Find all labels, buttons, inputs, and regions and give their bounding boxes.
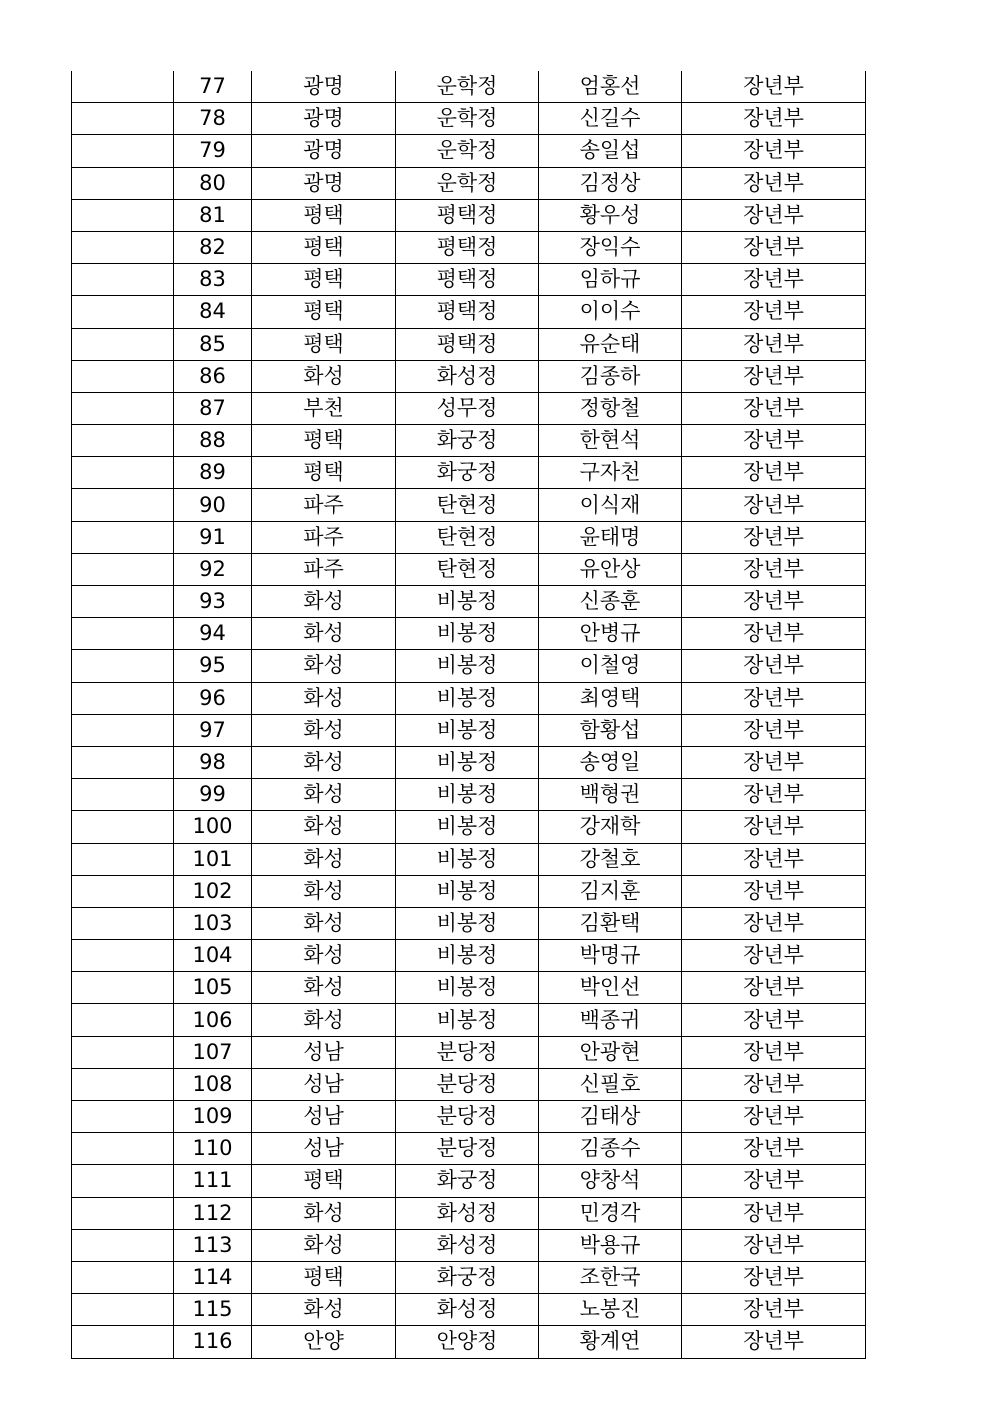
person-name-cell: 이식재 xyxy=(539,489,682,521)
region-cell: 화성 xyxy=(252,875,396,907)
blank-cell xyxy=(72,328,174,360)
person-name-cell: 백종귀 xyxy=(539,1004,682,1036)
blank-cell xyxy=(72,714,174,746)
region-cell: 화성 xyxy=(252,1004,396,1036)
team-cell: 탄현정 xyxy=(396,521,539,553)
row-number-cell: 108 xyxy=(174,1068,252,1100)
region-cell: 부천 xyxy=(252,392,396,424)
blank-cell xyxy=(72,1294,174,1326)
person-name-cell: 조한국 xyxy=(539,1261,682,1293)
region-cell: 화성 xyxy=(252,779,396,811)
region-cell: 평택 xyxy=(252,457,396,489)
division-cell: 장년부 xyxy=(682,1004,866,1036)
row-number-cell: 83 xyxy=(174,264,252,296)
region-cell: 성남 xyxy=(252,1036,396,1068)
region-cell: 평택 xyxy=(252,199,396,231)
blank-cell xyxy=(72,103,174,135)
row-number-cell: 89 xyxy=(174,457,252,489)
team-cell: 비봉정 xyxy=(396,907,539,939)
table-row xyxy=(72,1294,866,1326)
person-name-cell: 김태상 xyxy=(539,1101,682,1133)
table-row xyxy=(72,779,866,811)
row-number-cell: 98 xyxy=(174,746,252,778)
row-number-cell: 77 xyxy=(174,71,252,103)
table-row xyxy=(72,264,866,296)
row-number-cell: 85 xyxy=(174,328,252,360)
table-row xyxy=(72,618,866,650)
blank-cell xyxy=(72,746,174,778)
team-cell: 비봉정 xyxy=(396,940,539,972)
region-cell: 화성 xyxy=(252,586,396,618)
division-cell: 장년부 xyxy=(682,811,866,843)
region-cell: 광명 xyxy=(252,103,396,135)
team-cell: 화궁정 xyxy=(396,425,539,457)
person-name-cell: 송영일 xyxy=(539,746,682,778)
table-row xyxy=(72,650,866,682)
table-row xyxy=(72,1197,866,1229)
blank-cell xyxy=(72,392,174,424)
row-number-cell: 84 xyxy=(174,296,252,328)
team-cell: 평택정 xyxy=(396,264,539,296)
division-cell: 장년부 xyxy=(682,746,866,778)
team-cell: 비봉정 xyxy=(396,779,539,811)
region-cell: 성남 xyxy=(252,1133,396,1165)
blank-cell xyxy=(72,811,174,843)
region-cell: 파주 xyxy=(252,553,396,585)
person-name-cell: 유순태 xyxy=(539,328,682,360)
division-cell: 장년부 xyxy=(682,231,866,263)
blank-cell xyxy=(72,199,174,231)
table-row xyxy=(72,392,866,424)
team-cell: 비봉정 xyxy=(396,714,539,746)
division-cell: 장년부 xyxy=(682,714,866,746)
region-cell: 평택 xyxy=(252,264,396,296)
table-row xyxy=(72,714,866,746)
team-cell: 평택정 xyxy=(396,199,539,231)
blank-cell xyxy=(72,1101,174,1133)
table-row xyxy=(72,360,866,392)
table-row xyxy=(72,682,866,714)
region-cell: 화성 xyxy=(252,811,396,843)
division-cell: 장년부 xyxy=(682,328,866,360)
roster-table xyxy=(71,71,866,1359)
division-cell: 장년부 xyxy=(682,682,866,714)
division-cell: 장년부 xyxy=(682,553,866,585)
row-number-cell: 109 xyxy=(174,1101,252,1133)
team-cell: 비봉정 xyxy=(396,843,539,875)
table-row xyxy=(72,231,866,263)
region-cell: 평택 xyxy=(252,328,396,360)
region-cell: 화성 xyxy=(252,843,396,875)
division-cell: 장년부 xyxy=(682,1165,866,1197)
blank-cell xyxy=(72,940,174,972)
team-cell: 화궁정 xyxy=(396,1261,539,1293)
team-cell: 분당정 xyxy=(396,1036,539,1068)
person-name-cell: 정항철 xyxy=(539,392,682,424)
person-name-cell: 양창석 xyxy=(539,1165,682,1197)
row-number-cell: 115 xyxy=(174,1294,252,1326)
table-row xyxy=(72,1101,866,1133)
blank-cell xyxy=(72,682,174,714)
team-cell: 비봉정 xyxy=(396,811,539,843)
row-number-cell: 101 xyxy=(174,843,252,875)
table-row xyxy=(72,71,866,103)
region-cell: 화성 xyxy=(252,650,396,682)
region-cell: 화성 xyxy=(252,360,396,392)
table-row xyxy=(72,328,866,360)
blank-cell xyxy=(72,618,174,650)
person-name-cell: 강재학 xyxy=(539,811,682,843)
team-cell: 성무정 xyxy=(396,392,539,424)
table-row xyxy=(72,1229,866,1261)
row-number-cell: 93 xyxy=(174,586,252,618)
row-number-cell: 112 xyxy=(174,1197,252,1229)
division-cell: 장년부 xyxy=(682,1197,866,1229)
blank-cell xyxy=(72,650,174,682)
division-cell: 장년부 xyxy=(682,940,866,972)
row-number-cell: 100 xyxy=(174,811,252,843)
row-number-cell: 91 xyxy=(174,521,252,553)
team-cell: 운학정 xyxy=(396,135,539,167)
blank-cell xyxy=(72,586,174,618)
team-cell: 화성정 xyxy=(396,1229,539,1261)
region-cell: 평택 xyxy=(252,296,396,328)
person-name-cell: 박명규 xyxy=(539,940,682,972)
row-number-cell: 81 xyxy=(174,199,252,231)
blank-cell xyxy=(72,972,174,1004)
person-name-cell: 안병규 xyxy=(539,618,682,650)
row-number-cell: 103 xyxy=(174,907,252,939)
team-cell: 평택정 xyxy=(396,296,539,328)
table-row xyxy=(72,167,866,199)
team-cell: 비봉정 xyxy=(396,682,539,714)
table-row xyxy=(72,1261,866,1293)
division-cell: 장년부 xyxy=(682,296,866,328)
region-cell: 화성 xyxy=(252,714,396,746)
row-number-cell: 113 xyxy=(174,1229,252,1261)
person-name-cell: 신길수 xyxy=(539,103,682,135)
person-name-cell: 유안상 xyxy=(539,553,682,585)
blank-cell xyxy=(72,553,174,585)
person-name-cell: 신종훈 xyxy=(539,586,682,618)
row-number-cell: 78 xyxy=(174,103,252,135)
region-cell: 화성 xyxy=(252,618,396,650)
division-cell: 장년부 xyxy=(682,199,866,231)
person-name-cell: 최영택 xyxy=(539,682,682,714)
row-number-cell: 92 xyxy=(174,553,252,585)
table-row xyxy=(72,1036,866,1068)
table-row xyxy=(72,425,866,457)
row-number-cell: 88 xyxy=(174,425,252,457)
region-cell: 화성 xyxy=(252,907,396,939)
blank-cell xyxy=(72,1165,174,1197)
table-row xyxy=(72,940,866,972)
row-number-cell: 90 xyxy=(174,489,252,521)
region-cell: 평택 xyxy=(252,425,396,457)
division-cell: 장년부 xyxy=(682,843,866,875)
person-name-cell: 윤태명 xyxy=(539,521,682,553)
division-cell: 장년부 xyxy=(682,489,866,521)
team-cell: 안양정 xyxy=(396,1326,539,1358)
region-cell: 안양 xyxy=(252,1326,396,1358)
person-name-cell: 김종하 xyxy=(539,360,682,392)
division-cell: 장년부 xyxy=(682,779,866,811)
blank-cell xyxy=(72,489,174,521)
division-cell: 장년부 xyxy=(682,360,866,392)
blank-cell xyxy=(72,264,174,296)
division-cell: 장년부 xyxy=(682,103,866,135)
blank-cell xyxy=(72,907,174,939)
team-cell: 탄현정 xyxy=(396,489,539,521)
blank-cell xyxy=(72,779,174,811)
region-cell: 화성 xyxy=(252,1229,396,1261)
person-name-cell: 백형권 xyxy=(539,779,682,811)
table-row xyxy=(72,1004,866,1036)
region-cell: 화성 xyxy=(252,746,396,778)
team-cell: 분당정 xyxy=(396,1133,539,1165)
division-cell: 장년부 xyxy=(682,392,866,424)
person-name-cell: 김정상 xyxy=(539,167,682,199)
row-number-cell: 87 xyxy=(174,392,252,424)
table-row xyxy=(72,875,866,907)
region-cell: 평택 xyxy=(252,231,396,263)
team-cell: 비봉정 xyxy=(396,746,539,778)
division-cell: 장년부 xyxy=(682,875,866,907)
division-cell: 장년부 xyxy=(682,264,866,296)
person-name-cell: 엄홍선 xyxy=(539,71,682,103)
blank-cell xyxy=(72,1197,174,1229)
team-cell: 비봉정 xyxy=(396,650,539,682)
region-cell: 파주 xyxy=(252,521,396,553)
table-row xyxy=(72,296,866,328)
person-name-cell: 김지훈 xyxy=(539,875,682,907)
person-name-cell: 안광현 xyxy=(539,1036,682,1068)
division-cell: 장년부 xyxy=(682,457,866,489)
person-name-cell: 신필호 xyxy=(539,1068,682,1100)
person-name-cell: 이이수 xyxy=(539,296,682,328)
blank-cell xyxy=(72,425,174,457)
row-number-cell: 82 xyxy=(174,231,252,263)
division-cell: 장년부 xyxy=(682,907,866,939)
row-number-cell: 110 xyxy=(174,1133,252,1165)
person-name-cell: 민경각 xyxy=(539,1197,682,1229)
team-cell: 분당정 xyxy=(396,1068,539,1100)
person-name-cell: 박용규 xyxy=(539,1229,682,1261)
region-cell: 성남 xyxy=(252,1068,396,1100)
division-cell: 장년부 xyxy=(682,71,866,103)
blank-cell xyxy=(72,71,174,103)
blank-cell xyxy=(72,843,174,875)
person-name-cell: 송일섭 xyxy=(539,135,682,167)
region-cell: 화성 xyxy=(252,972,396,1004)
document-page xyxy=(71,71,866,1359)
team-cell: 화성정 xyxy=(396,1197,539,1229)
team-cell: 비봉정 xyxy=(396,618,539,650)
blank-cell xyxy=(72,1261,174,1293)
region-cell: 평택 xyxy=(252,1261,396,1293)
person-name-cell: 강철호 xyxy=(539,843,682,875)
region-cell: 광명 xyxy=(252,71,396,103)
person-name-cell: 함황섭 xyxy=(539,714,682,746)
blank-cell xyxy=(72,1068,174,1100)
region-cell: 화성 xyxy=(252,1197,396,1229)
blank-cell xyxy=(72,1133,174,1165)
team-cell: 비봉정 xyxy=(396,1004,539,1036)
blank-cell xyxy=(72,1004,174,1036)
person-name-cell: 한현석 xyxy=(539,425,682,457)
row-number-cell: 105 xyxy=(174,972,252,1004)
table-row xyxy=(72,1133,866,1165)
division-cell: 장년부 xyxy=(682,135,866,167)
table-row xyxy=(72,199,866,231)
person-name-cell: 이철영 xyxy=(539,650,682,682)
team-cell: 화성정 xyxy=(396,1294,539,1326)
row-number-cell: 96 xyxy=(174,682,252,714)
row-number-cell: 99 xyxy=(174,779,252,811)
row-number-cell: 97 xyxy=(174,714,252,746)
person-name-cell: 김환택 xyxy=(539,907,682,939)
person-name-cell: 구자천 xyxy=(539,457,682,489)
division-cell: 장년부 xyxy=(682,521,866,553)
team-cell: 평택정 xyxy=(396,328,539,360)
division-cell: 장년부 xyxy=(682,1229,866,1261)
person-name-cell: 황우성 xyxy=(539,199,682,231)
blank-cell xyxy=(72,360,174,392)
region-cell: 화성 xyxy=(252,682,396,714)
person-name-cell: 박인선 xyxy=(539,972,682,1004)
division-cell: 장년부 xyxy=(682,618,866,650)
table-row xyxy=(72,521,866,553)
division-cell: 장년부 xyxy=(682,586,866,618)
table-row xyxy=(72,553,866,585)
row-number-cell: 111 xyxy=(174,1165,252,1197)
table-row xyxy=(72,1326,866,1358)
region-cell: 광명 xyxy=(252,167,396,199)
roster-table-body xyxy=(72,71,866,1358)
region-cell: 화성 xyxy=(252,1294,396,1326)
table-row xyxy=(72,907,866,939)
division-cell: 장년부 xyxy=(682,1036,866,1068)
team-cell: 화궁정 xyxy=(396,1165,539,1197)
table-row xyxy=(72,1165,866,1197)
division-cell: 장년부 xyxy=(682,167,866,199)
row-number-cell: 116 xyxy=(174,1326,252,1358)
division-cell: 장년부 xyxy=(682,1068,866,1100)
division-cell: 장년부 xyxy=(682,972,866,1004)
team-cell: 비봉정 xyxy=(396,972,539,1004)
row-number-cell: 104 xyxy=(174,940,252,972)
blank-cell xyxy=(72,1229,174,1261)
division-cell: 장년부 xyxy=(682,425,866,457)
team-cell: 화성정 xyxy=(396,360,539,392)
table-row xyxy=(72,843,866,875)
table-row xyxy=(72,457,866,489)
row-number-cell: 102 xyxy=(174,875,252,907)
team-cell: 운학정 xyxy=(396,71,539,103)
division-cell: 장년부 xyxy=(682,1133,866,1165)
row-number-cell: 95 xyxy=(174,650,252,682)
team-cell: 비봉정 xyxy=(396,586,539,618)
person-name-cell: 김종수 xyxy=(539,1133,682,1165)
region-cell: 화성 xyxy=(252,940,396,972)
row-number-cell: 106 xyxy=(174,1004,252,1036)
row-number-cell: 86 xyxy=(174,360,252,392)
region-cell: 광명 xyxy=(252,135,396,167)
row-number-cell: 114 xyxy=(174,1261,252,1293)
team-cell: 탄현정 xyxy=(396,553,539,585)
table-row xyxy=(72,972,866,1004)
blank-cell xyxy=(72,167,174,199)
division-cell: 장년부 xyxy=(682,1326,866,1358)
table-row xyxy=(72,103,866,135)
team-cell: 비봉정 xyxy=(396,875,539,907)
division-cell: 장년부 xyxy=(682,1261,866,1293)
row-number-cell: 80 xyxy=(174,167,252,199)
blank-cell xyxy=(72,521,174,553)
blank-cell xyxy=(72,875,174,907)
blank-cell xyxy=(72,135,174,167)
team-cell: 화궁정 xyxy=(396,457,539,489)
table-row xyxy=(72,811,866,843)
blank-cell xyxy=(72,231,174,263)
blank-cell xyxy=(72,457,174,489)
blank-cell xyxy=(72,296,174,328)
region-cell: 파주 xyxy=(252,489,396,521)
team-cell: 운학정 xyxy=(396,103,539,135)
table-row xyxy=(72,746,866,778)
blank-cell xyxy=(72,1036,174,1068)
table-row xyxy=(72,489,866,521)
table-row xyxy=(72,135,866,167)
person-name-cell: 노봉진 xyxy=(539,1294,682,1326)
region-cell: 평택 xyxy=(252,1165,396,1197)
division-cell: 장년부 xyxy=(682,650,866,682)
team-cell: 평택정 xyxy=(396,231,539,263)
person-name-cell: 황계연 xyxy=(539,1326,682,1358)
row-number-cell: 94 xyxy=(174,618,252,650)
row-number-cell: 79 xyxy=(174,135,252,167)
region-cell: 성남 xyxy=(252,1101,396,1133)
division-cell: 장년부 xyxy=(682,1101,866,1133)
row-number-cell: 107 xyxy=(174,1036,252,1068)
blank-cell xyxy=(72,1326,174,1358)
division-cell: 장년부 xyxy=(682,1294,866,1326)
person-name-cell: 임하규 xyxy=(539,264,682,296)
person-name-cell: 장익수 xyxy=(539,231,682,263)
team-cell: 분당정 xyxy=(396,1101,539,1133)
team-cell: 운학정 xyxy=(396,167,539,199)
table-row xyxy=(72,586,866,618)
table-row xyxy=(72,1068,866,1100)
